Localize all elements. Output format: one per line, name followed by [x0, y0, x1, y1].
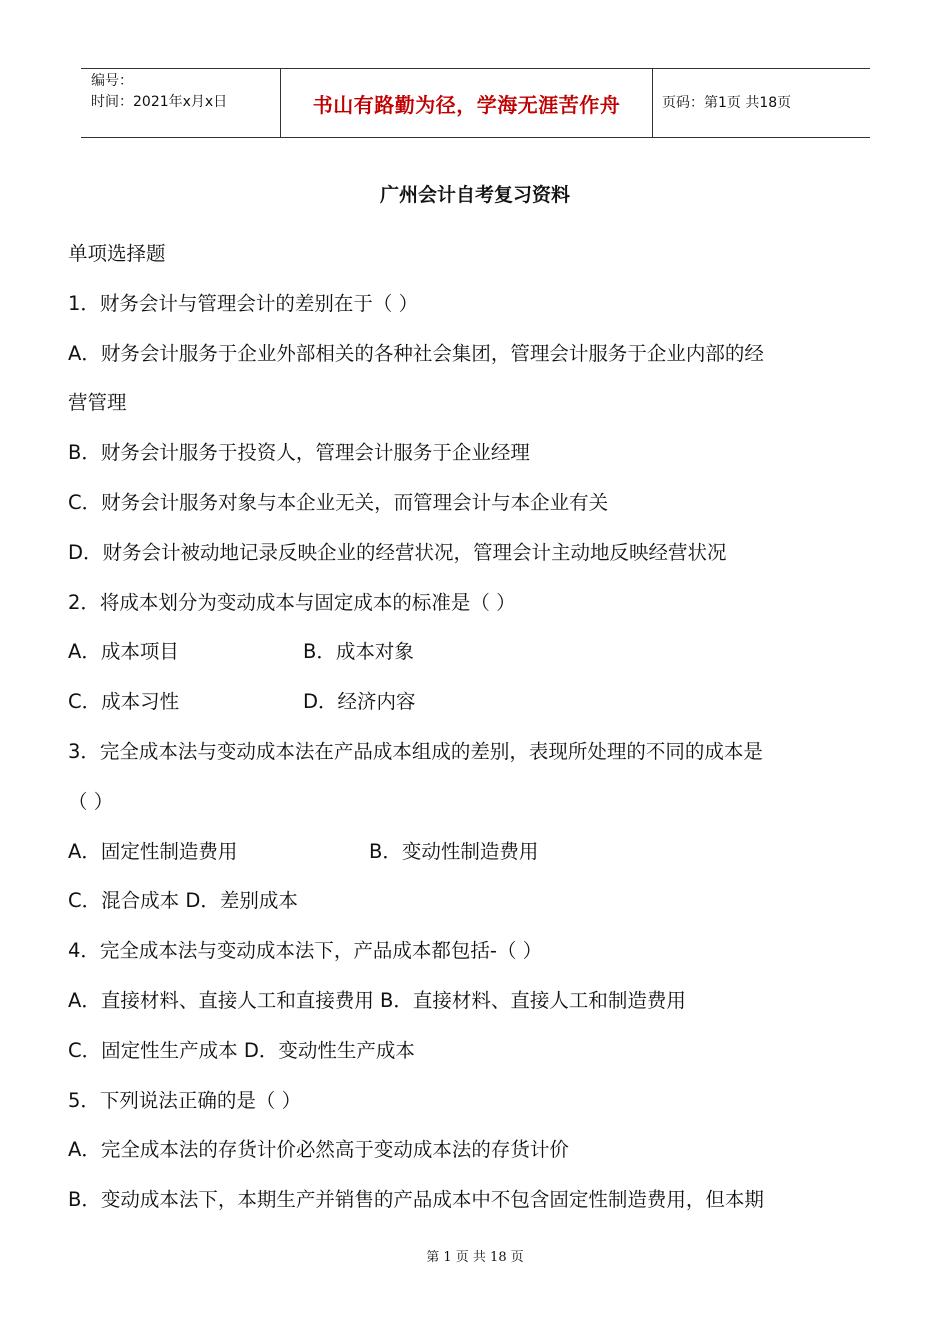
- question-1-stem: 1．财务会计与管理会计的差别在于（ ）: [68, 291, 419, 315]
- question-3-option-b: B．变动性制造费用: [369, 839, 539, 863]
- page-info: 页码：第1页 共18页: [662, 94, 792, 111]
- question-1-option-c: C．财务会计服务对象与本企业无关，而管理会计与本企业有关: [68, 490, 609, 514]
- question-2-option-d: D．经济内容: [303, 690, 416, 714]
- question-4-options-cd: C．固定性生产成本 D．变动性生产成本: [68, 1038, 415, 1062]
- question-1-option-a-cont: 营管理: [68, 391, 127, 415]
- question-2-option-a: A．成本项目: [68, 640, 179, 664]
- header-info-cell: [81, 69, 281, 137]
- question-2-options-cd: [68, 677, 888, 727]
- question-2-option-c: C．成本习性: [68, 690, 180, 714]
- question-5-option-b: B．变动成本法下，本期生产并销售的产品成本中不包含固定性制造费用，但本期: [68, 1188, 764, 1212]
- header-page-cell: [653, 69, 870, 137]
- document-title: 广州会计自考复习资料: [379, 184, 570, 206]
- time-label: 时间：2021年x月x日: [91, 94, 228, 110]
- question-3-option-a: A．固定性制造费用: [68, 839, 238, 863]
- question-1-option-a: A．财务会计服务于企业外部相关的各种社会集团，管理会计服务于企业内部的经: [68, 341, 764, 365]
- question-3-stem: 3．完全成本法与变动成本法在产品成本组成的差别，表现所处理的不同的成本是: [68, 739, 763, 763]
- section-heading: 单项选择题: [68, 242, 166, 265]
- document-body: [68, 229, 888, 1225]
- question-4-options-ab: A．直接材料、直接人工和直接费用 B．直接材料、直接人工和制造费用: [68, 988, 686, 1012]
- page-footer: 第 1 页 共 18 页: [426, 1250, 524, 1265]
- question-5-stem: 5．下列说法正确的是（ ）: [68, 1088, 302, 1112]
- question-1-option-d: D．财务会计被动地记录反映企业的经营状况，管理会计主动地反映经营状况: [68, 540, 727, 564]
- question-3-stem-cont: （ ）: [68, 789, 114, 813]
- header-motto-cell: [281, 69, 653, 137]
- question-5-option-a: A．完全成本法的存货计价必然高于变动成本法的存货计价: [68, 1138, 569, 1162]
- number-label: 编号：: [91, 73, 133, 89]
- question-2-stem: 2．将成本划分为变动成本与固定成本的标准是（ ）: [68, 590, 516, 614]
- question-3-options-ab: [68, 827, 888, 877]
- question-4-stem: 4．完全成本法与变动成本法下，产品成本都包括-（ ）: [68, 939, 543, 963]
- question-2-options-ab: [68, 627, 888, 677]
- question-2-option-b: B．成本对象: [303, 640, 414, 664]
- header-table: [81, 68, 870, 138]
- question-3-options-cd: C．混合成本 D．差别成本: [68, 889, 298, 913]
- question-1-option-b: B．财务会计服务于投资人，管理会计服务于企业经理: [68, 441, 530, 465]
- motto-text: 书山有路勤为径，学海无涯苦作舟: [312, 92, 621, 117]
